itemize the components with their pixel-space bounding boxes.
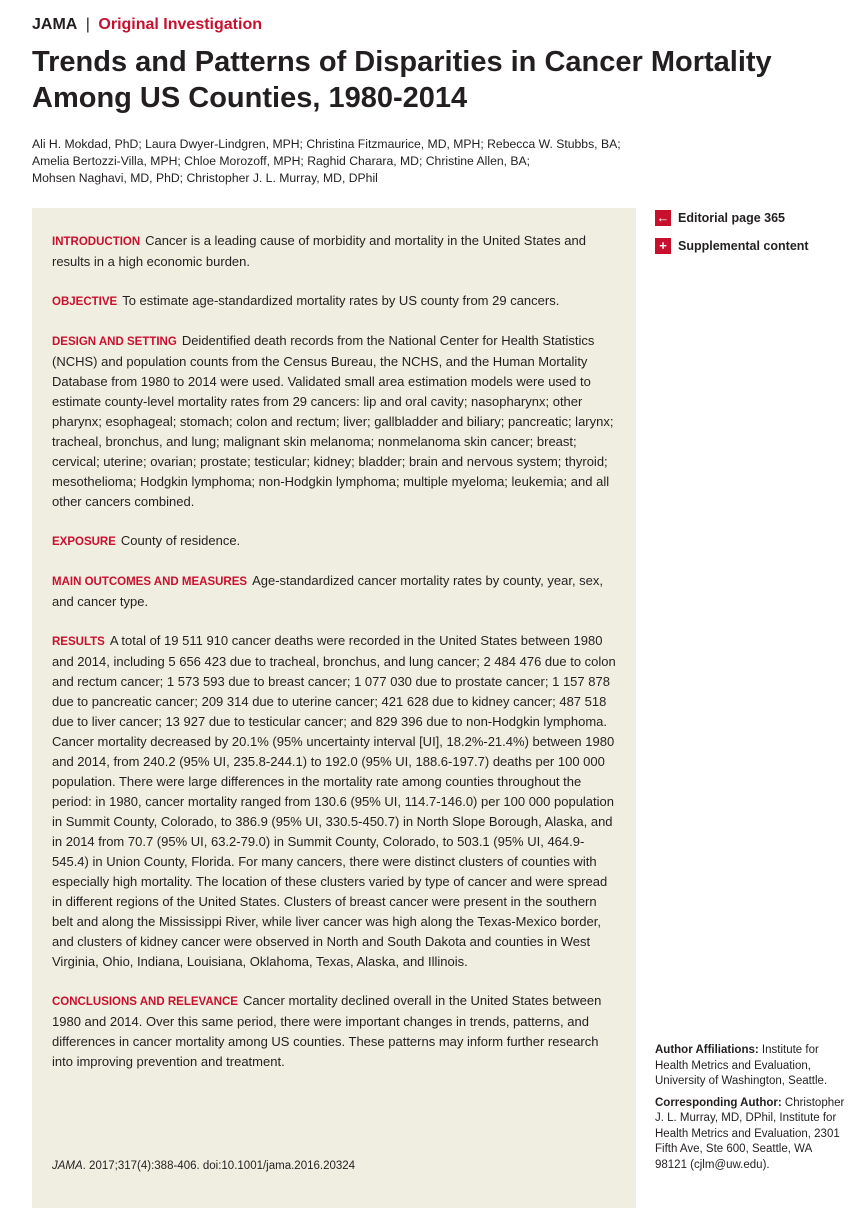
author-line: Amelia Bertozzi-Villa, MPH; Chloe Morozoff, MPH; Raghid Charara, MD; Christine Allen, BA; xyxy=(32,154,531,168)
section-text: Deidentified death records from the National Center for Health Statistics (NCHS) and population counts from the Census Bureau, the NCHS, and the Human Mortality Database from 1980 to 2014 were used. Validated small area estimation models were used to estimate county-level mortality rates from 29 cancers: lip and oral cavity; nasopharynx; other pharynx; esophageal; stomach; colon and rectum; liver; gallbladder and biliary; pancreatic; larynx; tracheal, bronchus, and lung; malignant skin melanoma; nonmelanoma skin cancer; breast; cervical; uterine; ovarian; prostate; testicular; kidney; bladder; brain and nervous system; thyroid; mesothelioma; Hodgkin lymphoma; non-Hodgkin lymphoma; multiple myeloma; leukemia; and all other cancers combined. xyxy=(52,333,614,509)
supplemental-link-label: Supplemental content xyxy=(678,239,809,253)
journal-name: JAMA xyxy=(32,16,78,33)
corresponding-text: Christopher J. L. Murray, MD, DPhil, Institute for Health Metrics and Evaluation, 2301 Fifth Ave, Ste 600, Seattle, WA 98121 (cjlm@uw.edu). xyxy=(655,1096,845,1171)
section-label: MAIN OUTCOMES AND MEASURES xyxy=(52,576,248,588)
section-text: A total of 19 511 910 cancer deaths were recorded in the United States between 1980 and 2014, including 5 656 423 due to tracheal, bronchus, and lung cancer; 2 484 476 due to colon and rectum cancer; 1 573 593 due to breast cancer; 1 077 030 due to prostate cancer; 1 157 878 due to pancreatic cancer; 209 314 due to uterine cancer; 421 628 due to kidney cancer; 487 518 due to liver cancer; 13 927 due to testicular cancer; and 829 396 due to non-Hodgkin lymphoma. Cancer mortality decreased by 20.1% (95% uncertainty interval [UI], 18.2%-21.4%) between 1980 and 2014, from 240.2 (95% UI, 235.8-244.1) to 192.0 (95% UI, 188.6-197.7) deaths per 100 000 population. There were large differences in the mortality rate among counties throughout the period: in 1980, cancer mortality ranged from 130.6 (95% UI, 114.7-146.0) per 100 000 population in Summit County, Colorado, to 386.9 (95% UI, 330.5-450.7) in North Slope Borough, Alaska, and in 2014 from 70.7 (95% UI, 63.2-79.0) in Summit County, Colorado, to 503.1 (95% UI, 464.9-545.4) in Union County, Florida. For many cancers, there were distinct clusters of counties with especially high mortality. The location of these clusters varied by type of cancer and were spread in different regions of the United States. Clusters of breast cancer were present in the southern belt and along the Mississippi River, while liver cancer was high along the Texas-Mexico border, and clusters of kidney cancer were observed in North and South Dakota and counties in West Virginia, Ohio, Indiana, Louisiana, Oklahoma, Texas, Alaska, and Illinois. xyxy=(52,633,616,969)
abstract-objective xyxy=(52,291,618,312)
author-affiliations xyxy=(655,1043,845,1090)
abstract-design xyxy=(52,331,618,512)
editorial-link[interactable] xyxy=(655,210,809,226)
header-separator: | xyxy=(85,16,90,33)
section-label: EXPOSURE xyxy=(52,536,116,548)
article-type: Original Investigation xyxy=(98,16,262,33)
corresponding-label: Corresponding Author: xyxy=(655,1096,782,1109)
abstract-exposure xyxy=(52,531,618,552)
affiliations-text: Institute for Health Metrics and Evaluation, University of Washington, Seattle. xyxy=(655,1044,828,1087)
article-title: Trends and Patterns of Disparities in Cancer Mortality Among US Counties, 1980-2014 xyxy=(32,46,772,114)
plus-icon: + xyxy=(655,238,671,254)
corresponding-author xyxy=(655,1096,845,1174)
section-text: Cancer mortality declined overall in the United States between 1980 and 2014. Over this same period, there were important changes in trends, patterns, and differences in cancer mortality among US counties. These patterns may inform further research into improving prevention and treatment. xyxy=(52,993,602,1069)
section-label: INTRODUCTION xyxy=(52,236,141,248)
citation-journal: JAMA xyxy=(52,1160,83,1172)
section-label: CONCLUSIONS AND RELEVANCE xyxy=(52,996,238,1008)
section-text: To estimate age-standardized mortality rates by US county from 29 cancers. xyxy=(122,293,560,308)
journal-header xyxy=(32,16,262,34)
editorial-link-label: Editorial page 365 xyxy=(678,211,785,225)
citation-text: . 2017;317(4):388-406. doi:10.1001/jama.2016.20324 xyxy=(82,1160,356,1172)
section-text: Cancer is a leading cause of morbidity and mortality in the United States and results in a high economic burden. xyxy=(52,233,586,269)
abstract-box xyxy=(32,208,636,1208)
abstract-introduction xyxy=(52,231,618,272)
author-info xyxy=(655,1043,845,1179)
supplemental-link[interactable] xyxy=(655,238,809,254)
citation xyxy=(52,1160,355,1172)
author-line: Mohsen Naghavi, MD, PhD; Christopher J. L. Murray, MD, DPhil xyxy=(32,171,378,185)
section-text: County of residence. xyxy=(120,533,241,548)
side-links xyxy=(655,210,809,266)
affiliations-label: Author Affiliations: xyxy=(655,1044,759,1056)
abstract-outcomes xyxy=(52,571,618,612)
arrow-left-icon: ← xyxy=(656,210,670,225)
section-label: RESULTS xyxy=(52,636,105,648)
section-text: Age-standardized cancer mortality rates by county, year, sex, and cancer type. xyxy=(52,573,604,609)
author-list xyxy=(32,136,632,187)
section-label: DESIGN AND SETTING xyxy=(52,336,177,348)
abstract-results xyxy=(52,631,618,972)
section-label: OBJECTIVE xyxy=(52,296,118,308)
author-line: Ali H. Mokdad, PhD; Laura Dwyer-Lindgren, MPH; Christina Fitzmaurice, MD, MPH; Rebecca W. Stubbs, BA; xyxy=(32,137,621,151)
abstract-conclusions xyxy=(52,991,618,1072)
